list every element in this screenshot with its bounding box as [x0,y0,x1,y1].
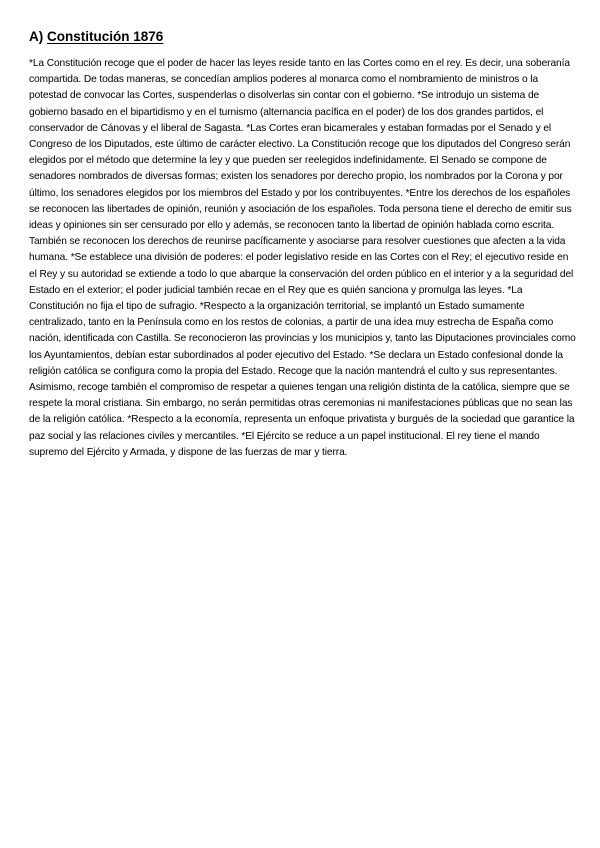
paragraph-cortes: *Las Cortes eran bicamerales y estaban formadas por el Senado y el Congreso de los Diputados, este último de carácter electivo. La Constitución recoge que los diputados del Congreso serán elegidos por el método que determine la ley y que pueden ser reelegidos indefinidamente. El Senado se compone de senadores nombrados de diversas formas; existen los senadores por derecho propio, los nombrados por la Corona y por último, los senadores elegidos por los miembros del Estado y por los contribuyentes. [29,122,571,199]
section-title: Constitución 1876 [47,29,164,44]
paragraph-rights: *Entre los derechos de los españoles se reconocen las libertades de opinión, reunión y asociación de los españoles. Toda persona tiene el derecho de emitir sus ideas y opiniones sin ser censurado por ello y además, se reconocen tanto la libertad de opinión hablada como escrita. También se reconocen los derechos de reunirse pacíficamente y asociarse para resolver cuestiones que afecten a la vida humana. [29,187,572,264]
paragraph-territorial: *Respecto a la organización territorial, se implantó un Estado sumamente centralizado, tanto en la Península como en los restos de colonias, a partir de una idea muy estrecha de España como nación, identificada con Castilla. Se reconocieron las provincias y los municipios y, tanto las Diputaciones provinciales como los Ayuntamientos, debían estar subordinados al poder ejecutivo del Estado. [29,301,576,361]
paragraph-division-of-powers: *Se establece una división de poderes: el poder legislativo reside en las Cortes con el Rey; el ejecutivo reside en el Rey y su autoridad se extiende a todo lo que abarque la conservación del orden público en el interior y a la seguridad del Estado en el exterior; el poder judicial también recae en el Rey que es quién sanciona y promulga las leyes. [29,252,574,296]
paragraph-bipartisanship: *Se introdujo un sistema de gobierno basado en el bipartidismo y en el turnismo (alternancia pacífica en el poder) de los dos grandes partidos, el conservador de Cánovas y el liberal de Sagasta. [29,90,544,134]
paragraph-army: *El Ejército se reduce a un papel institucional. El rey tiene el mando supremo del Ejército y Armada, y dispone de las fuerzas de mar y tierra. [29,430,540,458]
paragraph-economy: *Respecto a la economía, representa un enfoque privatista y burgués de la sociedad que garantice la paz social y las relaciones civiles y mercantiles. [29,414,575,442]
section-heading [29,28,163,46]
paragraph-suffrage: *La Constitución no fija el tipo de sufragio. [29,284,523,313]
paragraph-sovereignty: *La Constitución recoge que el poder de hacer las leyes reside tanto en las Cortes como en el rey. Es decir, una soberanía compartida. De todas maneras, se concedían amplios poderes al monarca como el nombramiento de ministros o la potestad de convocar las Cortes, suspenderlas o disolverlas sin contar con el gobierno. [29,58,570,102]
body-text [29,56,577,461]
paragraph-religion: *Se declara un Estado confesional donde la religión católica se configura como la propia del Estado. Recoge que la nación mantendrá el culto y sus representantes. Asimismo, recoge también el compromiso de respetar a quienes tengan una religión distinta de la católica, siempre que se respete la moral cristiana. Sin embargo, no serán permitidas otras ceremonias ni manifestaciones públicas que no sean las de la religión católica. [29,349,573,426]
section-letter: A) [29,29,44,44]
